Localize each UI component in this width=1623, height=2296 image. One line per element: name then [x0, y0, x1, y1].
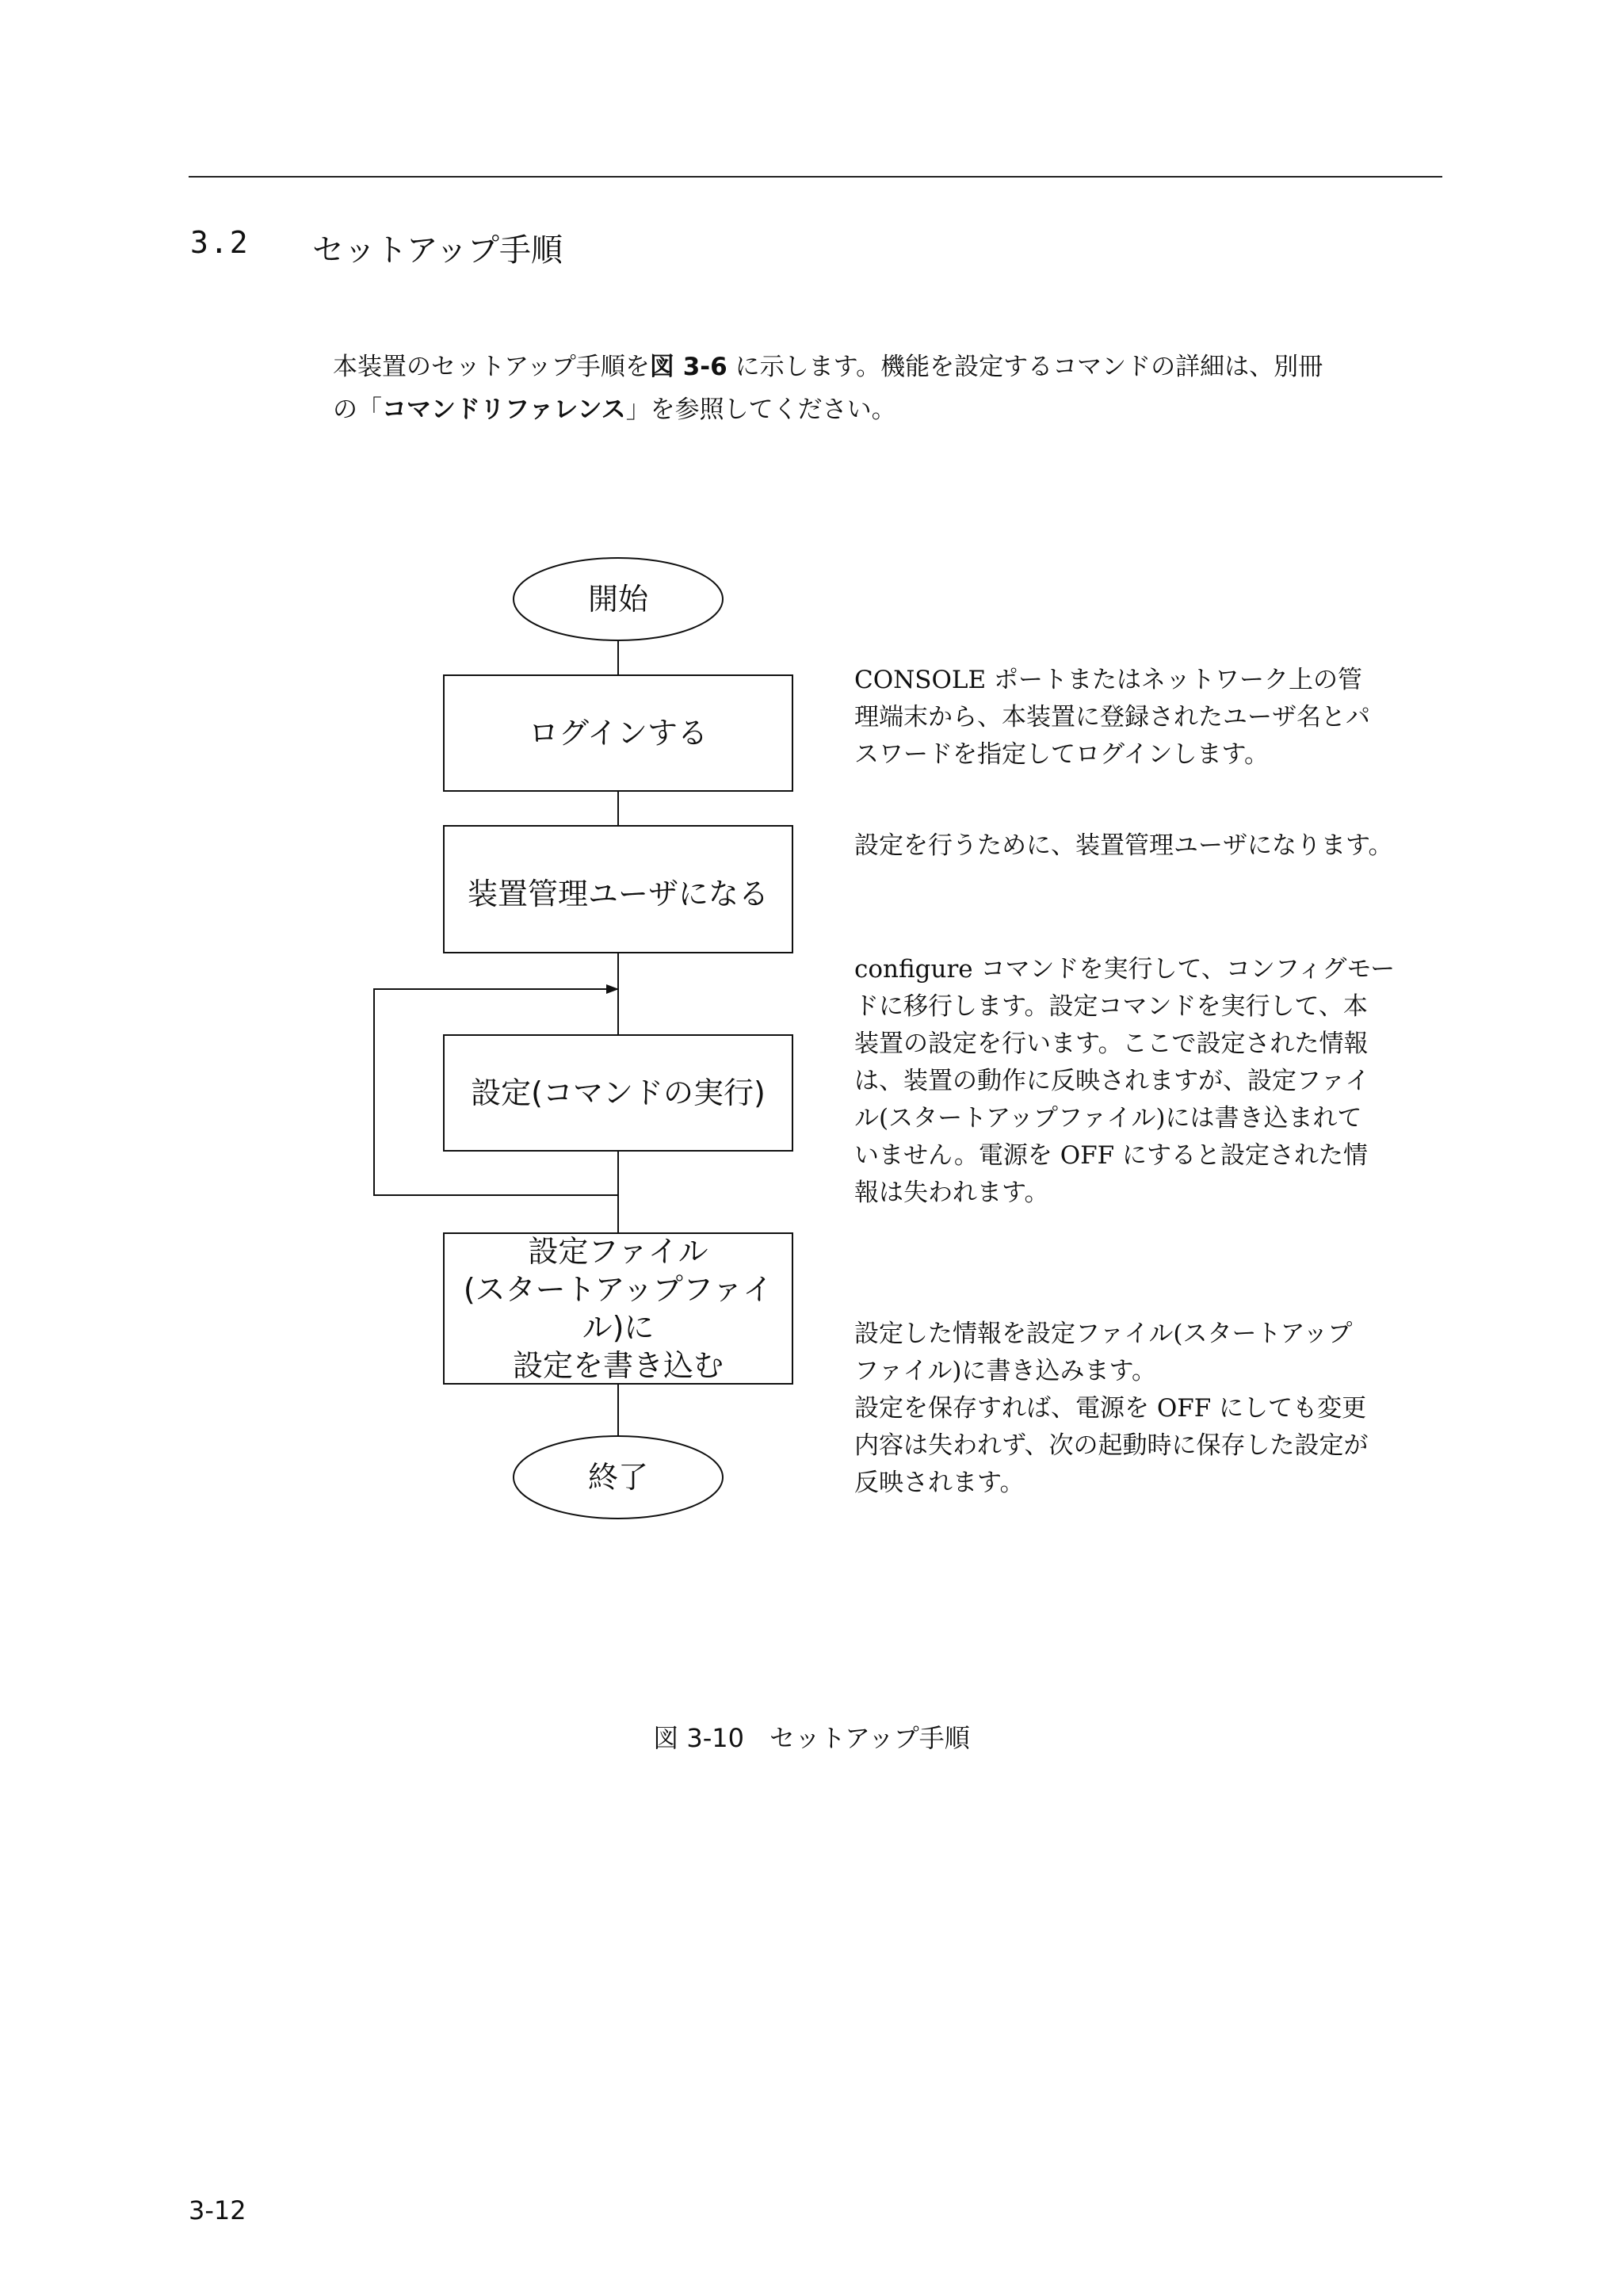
- save-step-label: [444, 1233, 792, 1384]
- intro-text: 」を参照してください。: [625, 395, 896, 424]
- login-step-label: ログインする: [528, 716, 708, 751]
- description-line: 理端末から、本装置に登録されたユーザ名とパ: [854, 703, 1370, 732]
- configure-step-label: 設定(コマンドの実行): [471, 1075, 766, 1110]
- save-description: [854, 1316, 1450, 1502]
- description-line: 反映されます。: [854, 1469, 1025, 1497]
- configure-description: [854, 951, 1450, 1212]
- description-line: ドに移行します。設定コマンドを実行して、本: [854, 992, 1368, 1021]
- description-line: 内容は失われず、次の起動時に保存した設定が: [854, 1431, 1369, 1460]
- save-step-line: 設定を書き込む: [512, 1348, 724, 1383]
- section-number: 3.2: [190, 225, 250, 260]
- command-reference-title: コマンドリファレンス: [382, 395, 626, 424]
- start-label: 開始: [587, 582, 648, 617]
- admin-description: [854, 827, 1450, 865]
- save-step-line: (スタートアップファイル)に: [463, 1272, 773, 1345]
- page-number: 3-12: [189, 2195, 246, 2225]
- description-line: CONSOLE ポートまたはネットワーク上の管: [854, 666, 1362, 694]
- description-line: ル(スタートアップファイル)には書き込まれて: [854, 1104, 1362, 1133]
- end-label: 終了: [587, 1460, 648, 1495]
- description-line: 設定した情報を設定ファイル(スタートアップ: [854, 1320, 1353, 1348]
- description-line: configure コマンドを実行して、コンフィグモー: [854, 955, 1396, 984]
- login-description: [854, 662, 1450, 774]
- description-line: は、装置の動作に反映されますが、設定ファイ: [854, 1067, 1370, 1095]
- description-line: 装置の設定を行います。ここで設定された情報: [854, 1030, 1369, 1058]
- figure-reference-link[interactable]: 図 3-6: [649, 353, 727, 381]
- intro-text: 本装置のセットアップ手順を: [333, 353, 650, 381]
- admin-step-label: 装置管理ユーザになる: [467, 877, 769, 911]
- description-line: ファイル)に書き込みます。: [854, 1357, 1156, 1385]
- description-line: いません。電源を OFF にすると設定された情: [854, 1141, 1368, 1170]
- save-step-line: 設定ファイル: [528, 1234, 708, 1269]
- intro-text: の「: [333, 395, 382, 424]
- intro-text: に示します。機能を設定するコマンドの詳細は、別冊: [727, 353, 1323, 381]
- description-line: スワードを指定してログインします。: [854, 740, 1269, 769]
- description-line: 設定を行うために、装置管理ユーザになります。: [854, 831, 1393, 860]
- description-line: 報は失われます。: [854, 1179, 1049, 1207]
- figure-caption: 図 3-10 セットアップ手順: [653, 1723, 970, 1753]
- section-title: セットアップ手順: [312, 232, 563, 269]
- description-line: 設定を保存すれば、電源を OFF にしても変更: [854, 1394, 1367, 1423]
